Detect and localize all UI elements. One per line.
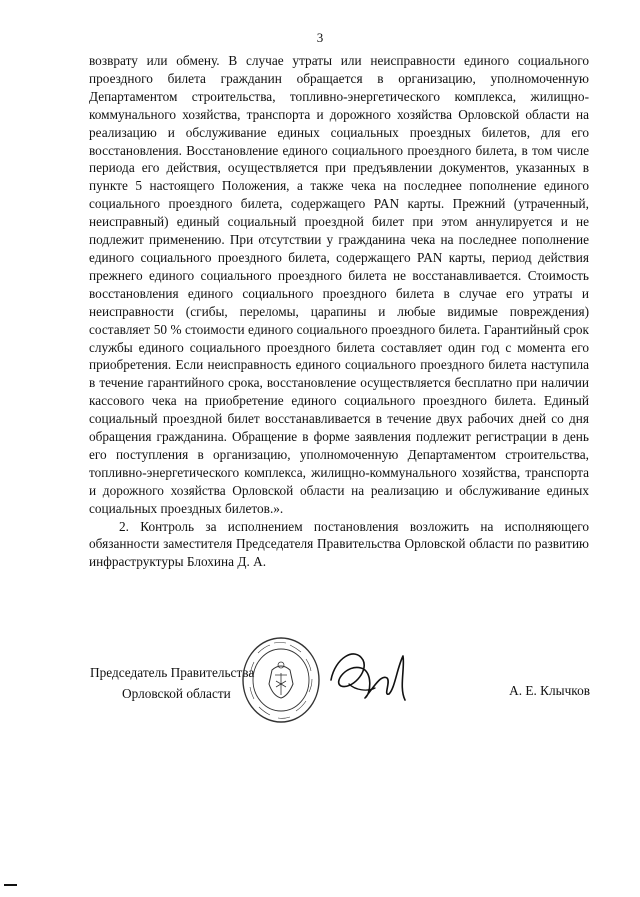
signatory-title-line1: Председатель Правительства bbox=[90, 665, 255, 680]
official-seal bbox=[240, 635, 322, 725]
signatory-title-line2: Орловской области bbox=[122, 686, 231, 701]
paragraph-continuation: возврату или обмену. В случае утраты или неисправности единого социального проездного билета гражданин обращается в организацию, уполномоченную Департаментом строительства, топливно-энергетического комплекса, жилищно-коммунального хозяйства, транспорта и дорожного хозяйства Орловской области на реализацию и обслуживание единых социальных проездных билетов, для его восстановления. Восстановление единого социального проездного билета, в том числе периода его действия, осуществляется при предъявлении документов, указанных в пункте 5 настоящего Положения, а также чека на последнее пополнение единого социального проездного билета, содержащего PAN карты. Прежний (утраченный, неисправный) единый социальный проездной билет при этом аннулируется и не подлежит применению. При отсутствии у гражданина чека на последнее пополнение единого социального проездного билета, содержащего PAN карты, период действия прежнего единого социального проездного билета не восстанавливается. Стоимость восстановления единого социального проездного билета в случае его утраты и неисправности (сгибы, переломы, царапины и любые видимые повреждения) составляет 50 % стоимости единого социального проездного билета. Гарантийный срок службы единого социального проездного билета составляет один год с момента его приобретения. Если неисправность единого социального проездного билета наступила в течение гарантийного срока, восстановление осуществляется бесплатно при наличии кассового чека на приобретение единого социального проездного билета. Единый социальный проездной билет восстанавливается в течение двух рабочих дней со дня обращения гражданина. Обращение в форме заявления подлежит регистрации в день его поступления в организацию, уполномоченную Департаментом строительства, топливно-энергетического комплекса, жилищно-коммунального хозяйства, транспорта и дорожного хозяйства Орловской области на реализацию и обслуживание единых социальных проездных билетов.». bbox=[89, 53, 589, 516]
signatory-title bbox=[90, 662, 254, 704]
paragraph-control-clause: 2. Контроль за исполнением постановления возложить на исполняющего обязанности заместителя Председателя Правительства Орловской области по развитию инфраструктуры Блохина Д. А. bbox=[89, 518, 589, 570]
signatory-name: А. Е. Клычков bbox=[509, 683, 590, 698]
handwritten-signature bbox=[325, 638, 420, 713]
page-number: 3 bbox=[316, 30, 324, 45]
scan-corner-mark bbox=[4, 884, 17, 886]
document-body bbox=[89, 52, 589, 571]
